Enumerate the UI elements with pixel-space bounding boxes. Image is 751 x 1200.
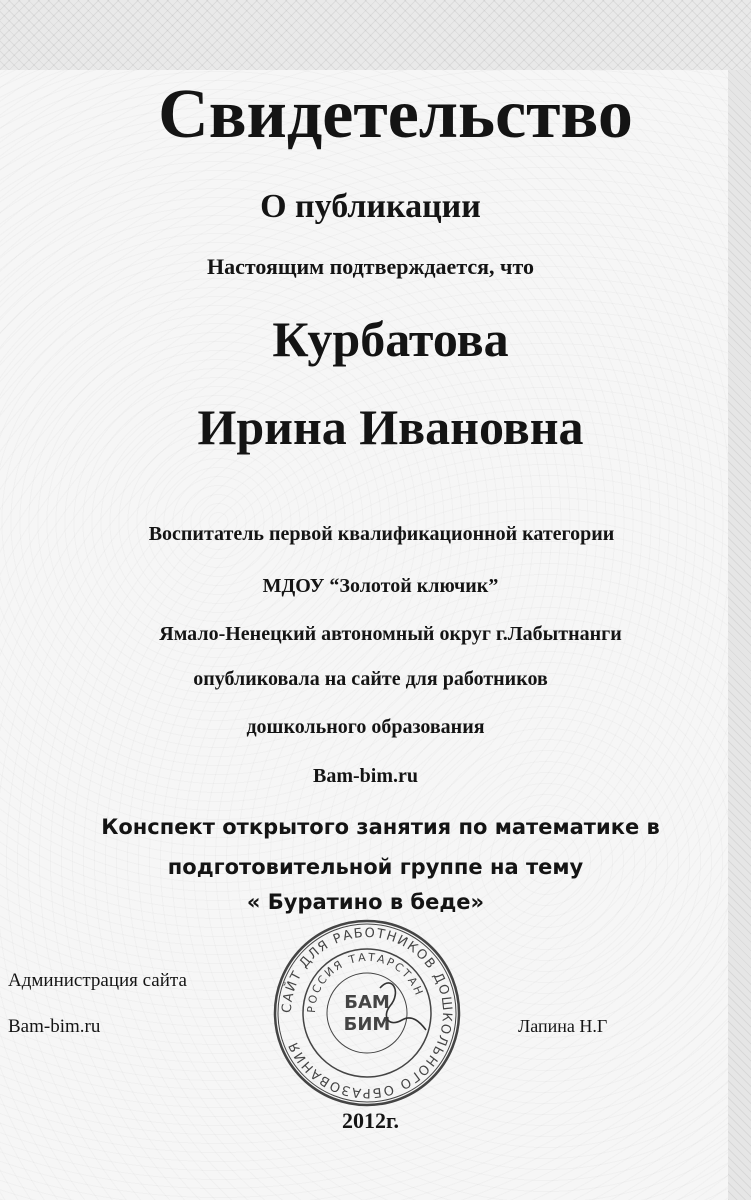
recipient-given-names: Ирина Ивановна — [197, 399, 584, 455]
stamp-outer-text: САЙТ ДЛЯ РАБОТНИКОВ ДОШКОЛЬНОГО ОБРАЗОВАНИЯ — [279, 925, 455, 1101]
certificate-subtitle: О публикации — [260, 188, 481, 225]
published-line-2: дошкольного образования — [246, 716, 485, 738]
recipient-position: Воспитатель первой квалификационной категории — [148, 523, 615, 545]
work-title-line-1: Конспект открытого занятия по математике в — [101, 815, 660, 839]
stamp-inner-text: РОССИЯ ТАТАРСТАН — [304, 950, 427, 1014]
work-title-line-2: подготовительной группе на тему — [167, 855, 584, 879]
recipient-surname: Курбатова — [272, 311, 509, 367]
published-line-1: опубликовала на сайте для работников — [193, 668, 548, 690]
stamp-center-line-1: БАМ — [344, 992, 390, 1013]
confirm-text: Настоящим подтверждается, что — [207, 254, 534, 279]
site-name: Bam-bim.ru — [313, 765, 418, 787]
certificate-title: Свидетельство — [158, 76, 633, 153]
work-title-line-3: « Буратино в беде» — [246, 890, 485, 914]
recipient-institution: МДОУ “Золотой ключик” — [262, 575, 499, 597]
admin-label: Администрация сайта — [8, 970, 187, 991]
stamp-center-line-2: БИМ — [343, 1014, 391, 1035]
signatory-name: Лапина Н.Г — [518, 1016, 608, 1036]
certificate-year: 2012г. — [341, 1108, 399, 1133]
official-stamp — [272, 918, 462, 1108]
admin-site: Bam-bim.ru — [8, 1016, 101, 1037]
recipient-region: Ямало-Ненецкий автономный округ г.Лабытнанги — [159, 623, 622, 645]
